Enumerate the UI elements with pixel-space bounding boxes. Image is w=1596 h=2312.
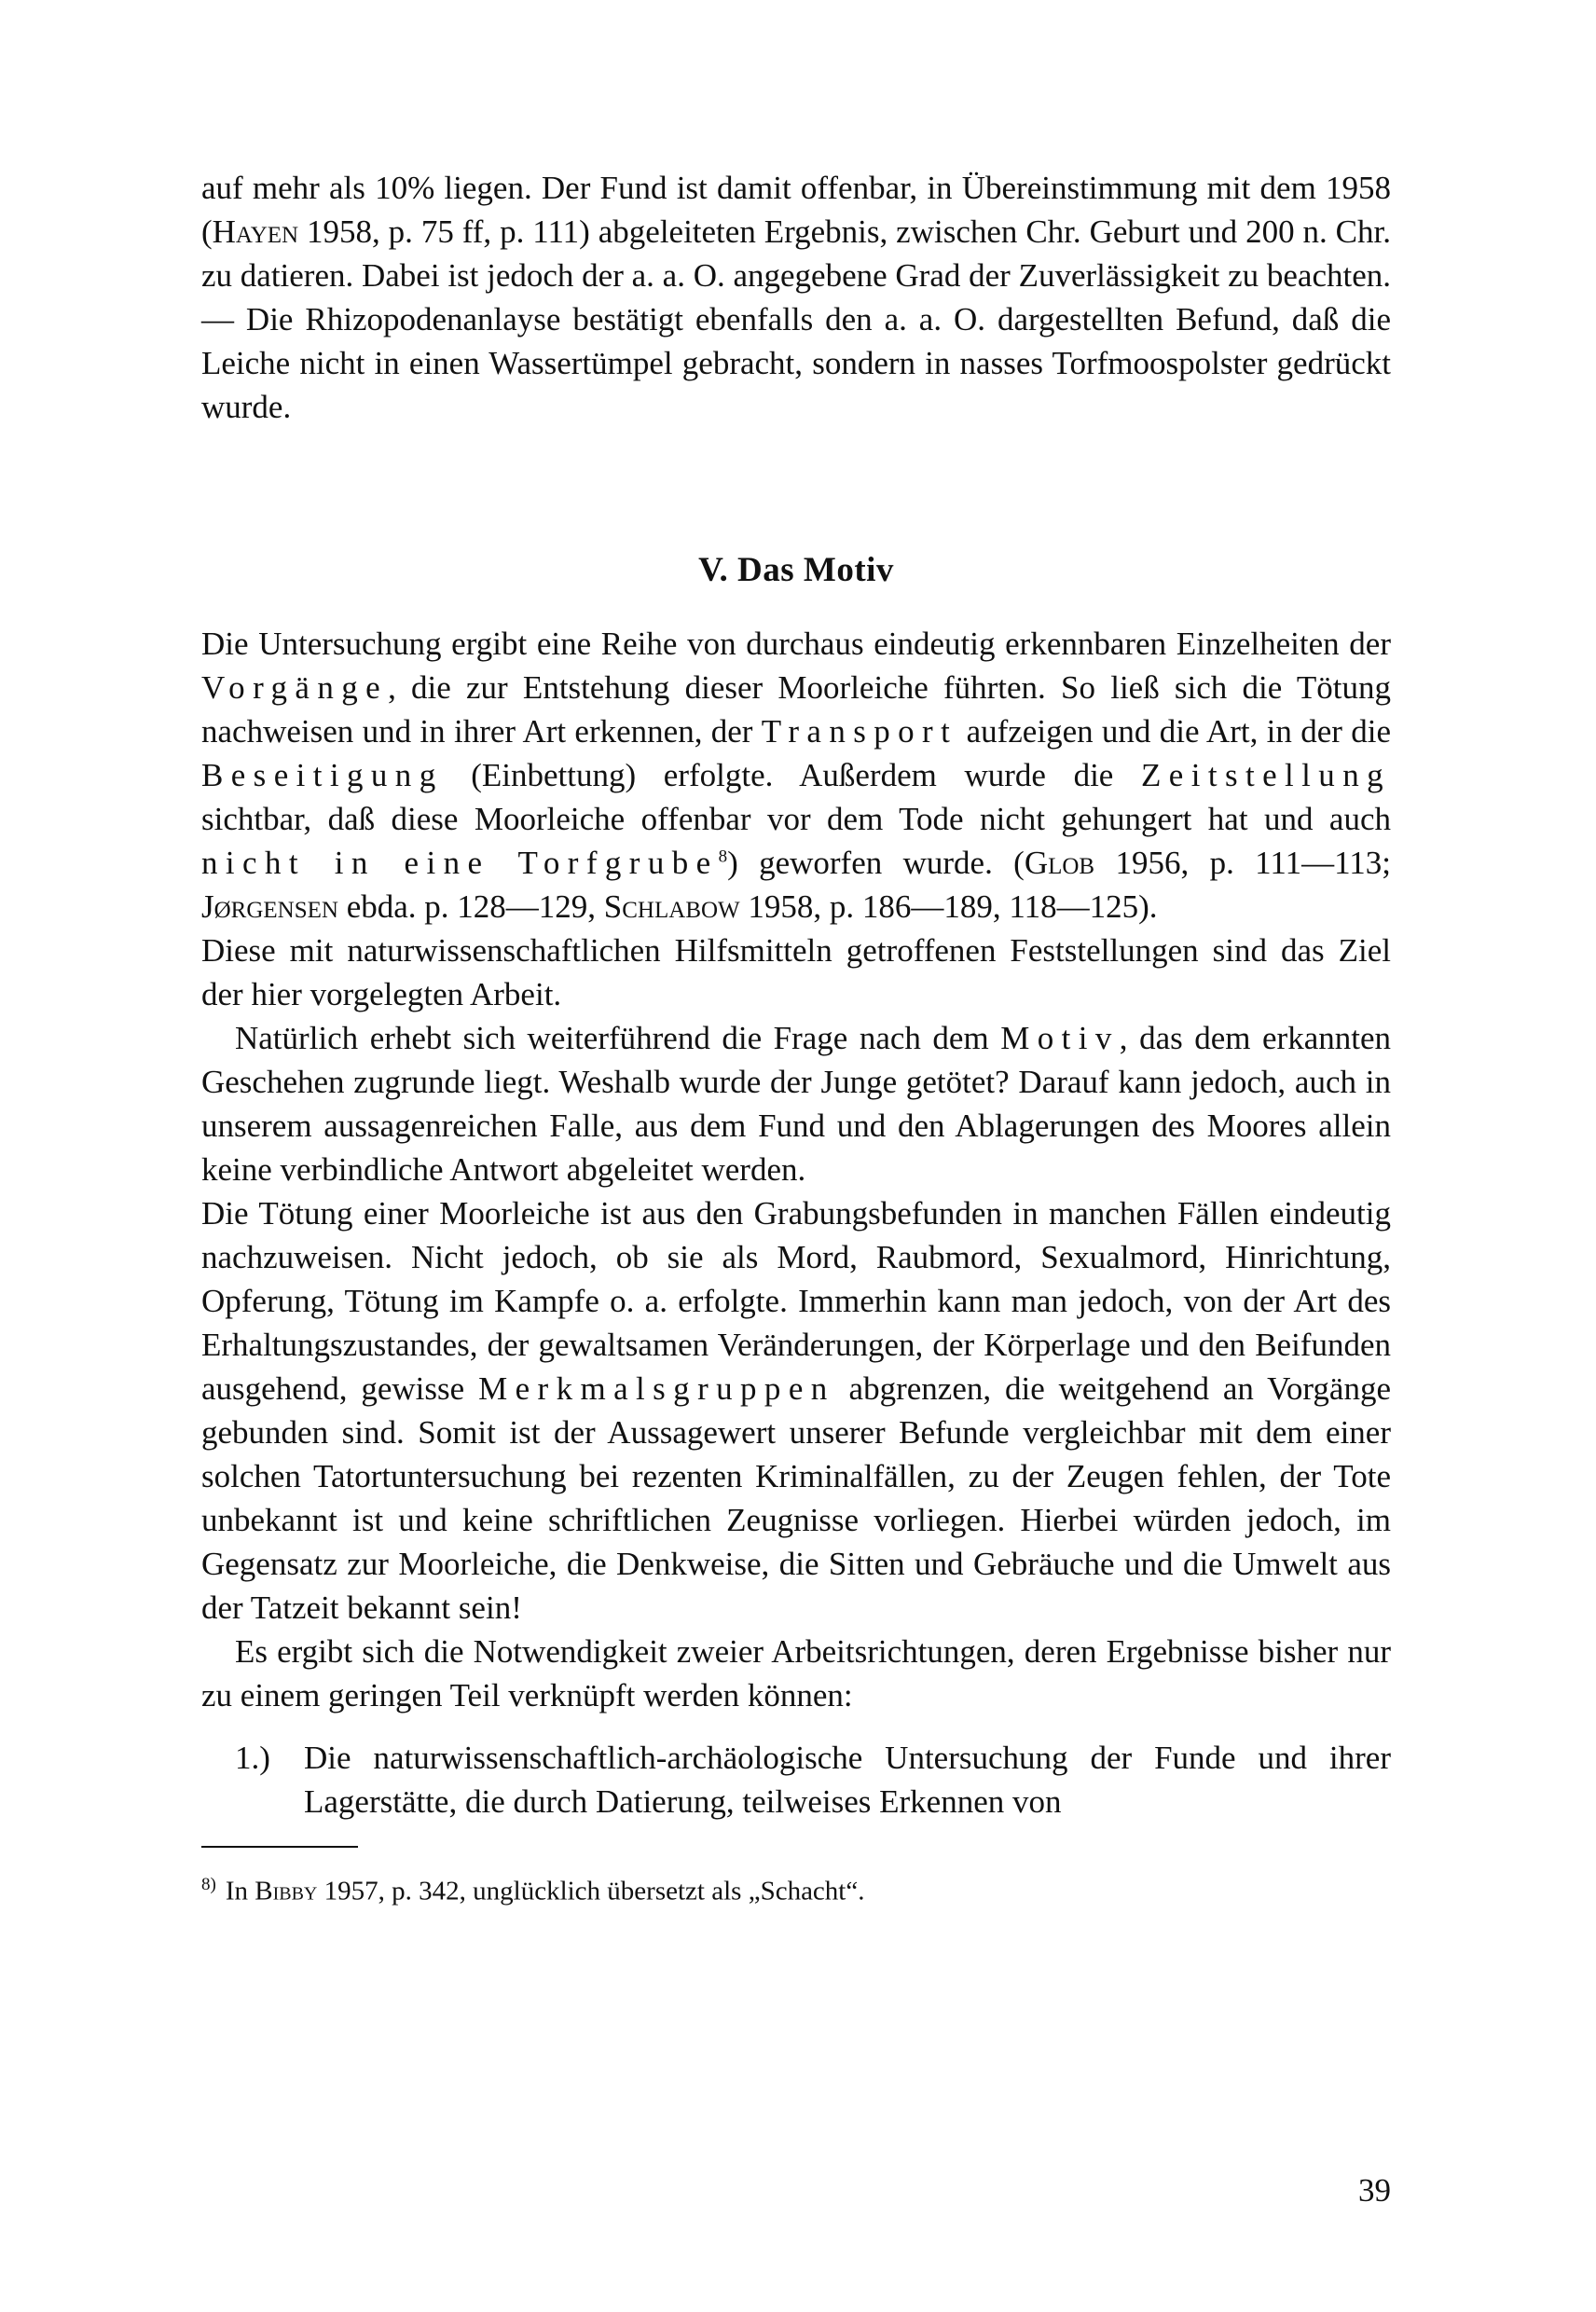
page-number: 39	[1358, 2172, 1391, 2209]
text-run: 1958, p. 75 ff, p. 111) abgeleiteten Ergebnis, zwischen Chr. Geburt und 200 n. Chr. zu datieren. Dabei ist jedoch der a. a. O. angegebene Grad der Zuverlässigkeit zu beachten. — Die Rhizopodenanlayse bestätigt ebenfalls den a. a. O. dargestellten Befund, daß die Leiche nicht in einen Wassertümpel gebracht, sondern in nasses Torfmoospolster gedrückt wurde.	[201, 213, 1391, 425]
text-run: Natürlich erhebt sich weiterführend die Frage nach dem	[235, 1020, 1001, 1056]
emphasis-text: nicht in eine Torfgrube	[201, 845, 719, 881]
author-name: Schlabow	[603, 888, 740, 925]
list-item-text: Die naturwissenschaftlich-archäologische Untersuchung der Funde und ihrer Lagerstätte, die durch Datierung, teilweises Erkennen von	[304, 1740, 1391, 1820]
emphasis-text: Vorgänge	[201, 669, 389, 706]
footnote-divider	[201, 1846, 358, 1848]
list-item-number: 1.)	[235, 1740, 270, 1776]
text-run: (Einbettung) erfolgte. Außerdem wurde die	[443, 757, 1141, 793]
text-run: 1956, p. 111—113;	[1094, 845, 1391, 881]
text-run: auf mehr als 10% liegen. Der Fund ist damit offenbar, in Übereinstimmung mit dem 1958 (	[201, 170, 1391, 250]
footnote-reference: 8	[718, 846, 728, 867]
list-item	[201, 1736, 1391, 1823]
author-name: Glob	[1024, 845, 1095, 881]
author-name: Bibby	[255, 1876, 318, 1906]
text-run: sichtbar, daß diese Moorleiche offenbar vor dem Tode nicht gehungert hat und auch	[201, 801, 1391, 837]
paragraph-continuation	[201, 166, 1391, 429]
paragraph-research-directions: Es ergibt sich die Notwendigkeit zweier Arbeitsrichtungen, deren Ergebnisse bisher nur zu einem geringen Teil verknüpft werden können:	[201, 1633, 1391, 1713]
emphasis-text: Beseitigung	[201, 757, 444, 793]
text-run: , die zur Entstehung dieser Moorleiche führten. So ließ sich die Tötung nachweisen und in ihrer Art erkennen, der	[201, 669, 1391, 750]
page-body	[201, 166, 1391, 1910]
footnote-mark: 8)	[201, 1875, 216, 1894]
emphasis-text: Transport	[761, 713, 958, 750]
text-run: In	[225, 1876, 255, 1906]
text-run: Die Untersuchung ergibt eine Reihe von durchaus eindeutig erkennbaren Einzelheiten der	[201, 626, 1391, 662]
text-run: ebda. p. 128—129,	[337, 888, 604, 925]
author-name: Jørgensen	[201, 888, 338, 925]
text-run: 1958, p. 186—189, 118—125).	[739, 888, 1158, 925]
paragraph-investigation	[201, 622, 1391, 929]
paragraph-findings: Diese mit naturwissenschaftlichen Hilfsmitteln getroffenen Feststellungen sind das Ziel der hier vorgelegten Arbeit.	[201, 932, 1391, 1012]
emphasis-text: Merkmalsgruppen	[478, 1370, 835, 1407]
text-run: 1957, p. 342, unglücklich übersetzt als „Schacht“.	[317, 1876, 865, 1906]
author-name: Hayen	[212, 213, 299, 250]
text-run: ) geworfen wurde. (	[727, 845, 1025, 881]
paragraph-motive-question	[201, 1016, 1391, 1191]
text-run: aufzeigen und die Art, in der die	[957, 713, 1391, 750]
emphasis-text: Motiv	[1000, 1020, 1120, 1056]
emphasis-text: Zeitstellung	[1141, 757, 1391, 793]
text-run: , das dem erkannten Geschehen zugrunde liegt. Weshalb wurde der Junge getötet? Darauf kann jedoch, auch in unserem aussagenreichen Falle, aus dem Fund und den Ablagerungen des Moores allein keine verbindliche Antwort abgeleitet werden.	[201, 1020, 1391, 1188]
footnote	[201, 1866, 1391, 1910]
section-heading: V. Das Motiv	[698, 551, 894, 589]
paragraph-killing	[201, 1191, 1391, 1630]
text-run: abgrenzen, die weitgehend an Vorgänge gebunden sind. Somit ist der Aussagewert unserer Befunde vergleichbar mit dem einer solchen Tatortuntersuchung bei rezenten Kriminalfällen, zu der Zeugen fehlen, der Tote unbekannt ist und keine schriftlichen Zeugnisse vorliegen. Hierbei würden jedoch, im Gegensatz zur Moorleiche, die Denkweise, die Sitten und Gebräuche und die Umwelt aus der Tatzeit bekannt sein!	[201, 1370, 1391, 1626]
text-run: Die Tötung einer Moorleiche ist aus den Grabungsbefunden in manchen Fällen eindeutig nachzuweisen. Nicht jedoch, ob sie als Mord, Raubmord, Sexualmord, Hinrichtung, Opferung, Tötung im Kampfe o. a. erfolgte. Immerhin kann man jedoch, von der Art des Erhaltungszustandes, der gewaltsamen Veränderungen, der Körperlage und den Beifunden ausgehend, gewisse	[201, 1195, 1391, 1407]
